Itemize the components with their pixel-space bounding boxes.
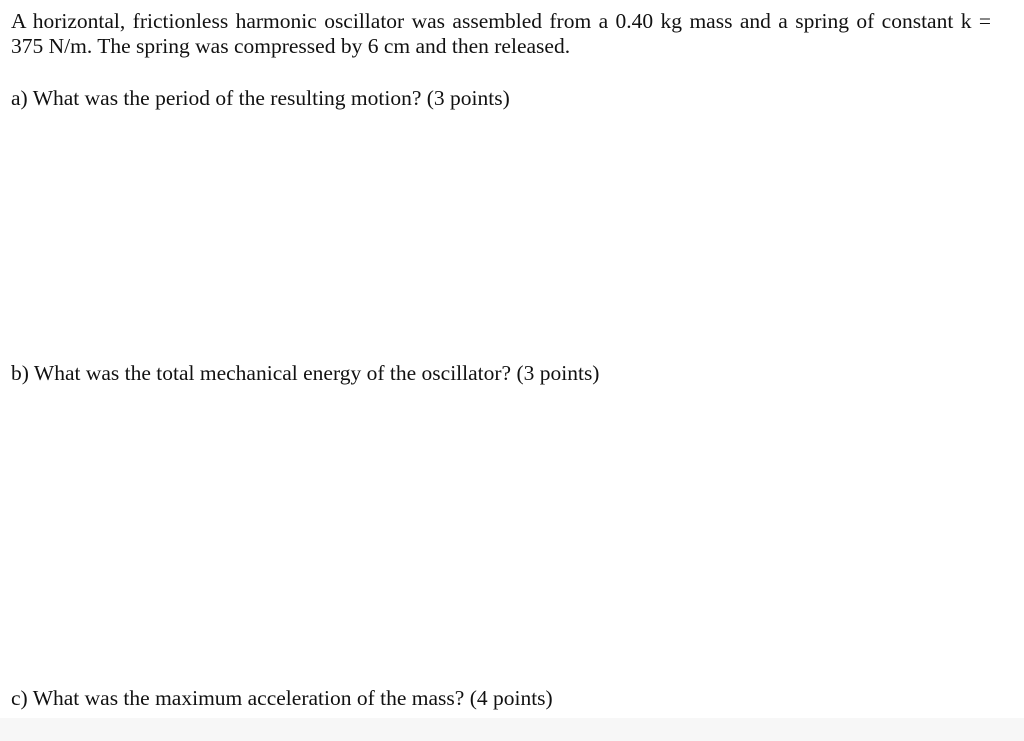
page-bottom-edge	[0, 718, 1024, 741]
question-a: a) What was the period of the resulting motion? (3 points)	[11, 86, 510, 110]
problem-statement: A horizontal, frictionless harmonic oscillator was assembled from a 0.40 kg mass and a spring of constant k = 375 N/m. The spring was compressed by 6 cm and then released.	[11, 9, 991, 58]
question-b: b) What was the total mechanical energy of the oscillator? (3 points)	[11, 361, 600, 385]
question-c: c) What was the maximum acceleration of the mass? (4 points)	[11, 686, 553, 710]
